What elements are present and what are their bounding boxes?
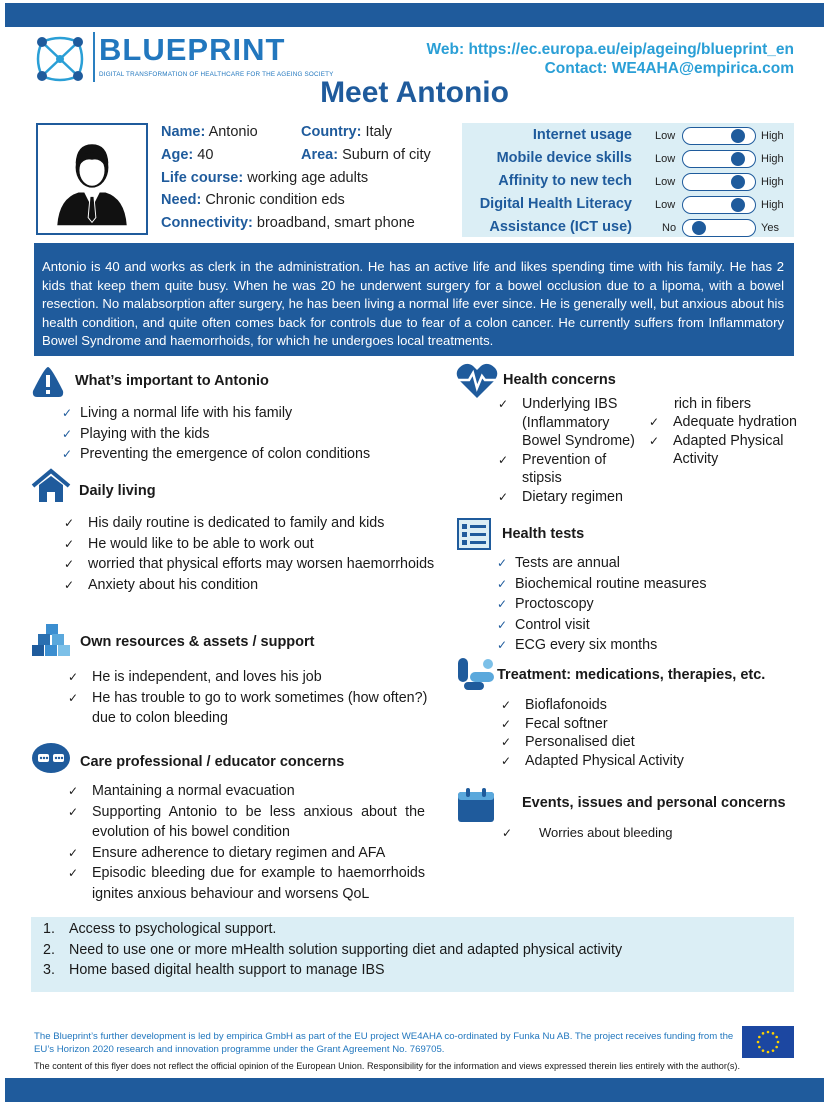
page-title: Meet Antonio (320, 76, 509, 109)
eu-star (762, 1049, 765, 1052)
concerns-list-col1 (498, 395, 648, 506)
concerns-list-col2 (649, 413, 799, 469)
contact-info (380, 40, 794, 78)
contact-email[interactable]: Contact: WE4AHA@empirica.com (544, 60, 794, 77)
eu-star (777, 1041, 780, 1044)
skill-slider[interactable] (682, 196, 756, 214)
profile-area: Area: Suburn of city (301, 147, 431, 163)
eu-flag-icon (742, 1026, 794, 1058)
profile-age: Age: 40 (161, 147, 214, 163)
daily-title: Daily living (79, 483, 156, 499)
list-item: ✓ He is independent, and loves his job (68, 667, 428, 688)
concerns-title: Health concerns (503, 372, 616, 388)
tests-list (497, 553, 797, 656)
web-link[interactable]: Web: https://ec.europa.eu/eip/ageing/blueprint_en (426, 41, 794, 58)
events-title: Events, issues and personal concerns (522, 795, 786, 811)
slider-knob[interactable] (731, 198, 745, 212)
skill-high-label: Yes (761, 222, 779, 234)
skill-low-label: Low (655, 130, 676, 142)
skill-label: Affinity to new tech (498, 173, 632, 189)
skill-low-label: Low (655, 176, 676, 188)
list-item: ✓ ECG every six months (497, 635, 797, 656)
avatar (36, 123, 148, 235)
skill-high-label: High (761, 153, 784, 165)
list-item: ✓ Prevention of stipsis (498, 451, 648, 488)
eu-star (775, 1036, 778, 1039)
list-item: ✓ Ensure adherence to dietary regimen and AFA (68, 843, 425, 864)
eu-star (758, 1036, 761, 1039)
skill-slider[interactable] (682, 150, 756, 168)
slider-knob[interactable] (731, 152, 745, 166)
list-item: ✓ Worries about bleeding (502, 823, 782, 844)
bottom-banner (5, 1078, 824, 1102)
skill-low-label: Low (655, 199, 676, 211)
list-item: 2. Need to use one or more mHealth solution supporting diet and adapted physical activity (43, 941, 623, 958)
list-item: ✓ Living a normal life with his family (62, 403, 422, 424)
profile-life-course: Life course: working age adults (161, 170, 369, 186)
skill-high-label: High (761, 199, 784, 211)
list-item: ✓ Dietary regimen (498, 488, 648, 507)
slider-knob[interactable] (731, 129, 745, 143)
list-item: ✓ Control visit (497, 615, 797, 636)
treatment-list (501, 696, 801, 770)
list-item: ✓ His daily routine is dedicated to family and kids (64, 513, 445, 534)
skill-low-label: Low (655, 153, 676, 165)
tests-title: Health tests (502, 526, 585, 542)
skill-label: Digital Health Literacy (479, 196, 632, 212)
list-item: ✓ Adequate hydration (649, 413, 799, 432)
needs-panel (31, 917, 794, 992)
slider-knob[interactable] (692, 221, 706, 235)
list-item: ✓ Bioflafonoids (501, 696, 801, 715)
logo-tagline: DIGITAL TRANSFORMATION OF HEALTHCARE FOR THE AGEING SOCIETY (99, 71, 334, 78)
important-title: What’s important to Antonio (75, 373, 269, 389)
house-icon (31, 468, 71, 504)
logo-wordmark: BLUEPRINT (99, 32, 286, 67)
skill-label: Mobile device skills (496, 150, 632, 166)
eu-star (757, 1041, 760, 1044)
skill-row (462, 195, 794, 217)
eu-star (775, 1046, 778, 1049)
list-item: 1. Access to psychological support. (43, 921, 277, 937)
list-item: ✓ Adapted Physical Activity (649, 432, 799, 469)
profile-connectivity: Connectivity: broadband, smart phone (161, 215, 415, 231)
list-item: ✓ Personalised diet (501, 733, 801, 752)
pills-icon (456, 656, 496, 692)
list-item: ✓ Preventing the emergence of colon conditions (62, 444, 422, 465)
logo-separator (93, 32, 95, 82)
skill-row (462, 172, 794, 194)
skill-row (462, 149, 794, 171)
treatment-title: Treatment: medications, therapies, etc. (497, 667, 766, 683)
chat-bubbles-icon (31, 742, 71, 776)
bio-text: Antonio is 40 and works as clerk in the administration. He has an active life and likes spending time with his family. He has 2 kids that keep them quite busy. When he was 20 he underwent surgery for a bowel occlusion due to a lipoma, with a bowel resection. No malabsorption after surgery, he has been living a normal life ever since. He is generally well, but anxious about his health condition, and quite often comes back for controls due to fear of a colon cancer. He currently suffers from Inflammatory Bowel Syndrome and haemorrhoids, for which he undergoes local treatments. (34, 243, 794, 356)
eu-star (762, 1032, 765, 1035)
list-item: ✓ Fecal softner (501, 715, 801, 734)
needs-list (43, 919, 622, 981)
skill-slider[interactable] (682, 173, 756, 191)
list-item: ✓ Tests are annual (497, 553, 797, 574)
heart-pulse-icon (455, 362, 499, 400)
calendar-icon (457, 787, 495, 823)
resources-title: Own resources & assets / support (80, 634, 315, 650)
skill-label: Internet usage (532, 127, 632, 143)
list-item: ✓ Episodic bleeding due for example to haemorrhoids ignites anxious behaviour and worsens QoL (68, 863, 425, 904)
person-avatar-icon (38, 125, 146, 233)
concerns-continuation: rich in fibers (674, 396, 752, 412)
cubes-icon (32, 622, 72, 658)
footer-funding: The Blueprint’s further development is led by empirica GmbH as part of the EU project WE4AHA co-ordinated by Funka Nu AB. The project receives funding from the EU’s Horizon 2020 research and innovation programme under the Grant Agreement No. 769705. (34, 1031, 734, 1055)
eu-star (767, 1031, 770, 1034)
list-item: ✓ Proctoscopy (497, 594, 797, 615)
list-item: ✓ Supporting Antonio to be less anxious about the evolution of his bowel condition (68, 802, 425, 843)
events-list (502, 823, 782, 844)
list-item: ✓ Adapted Physical Activity (501, 752, 801, 771)
daily-list (64, 513, 445, 595)
skill-slider[interactable] (682, 127, 756, 145)
list-item: ✓ worried that physical efforts may worsen haemorrhoids (64, 554, 445, 575)
important-list (62, 403, 422, 465)
skill-slider[interactable] (682, 219, 756, 237)
skill-low-label: No (662, 222, 677, 234)
list-item: ✓ Mantaining a normal evacuation (68, 781, 425, 802)
exclamation-icon (31, 365, 65, 399)
list-item: ✓ Underlying IBS (Inflammatory Bowel Syndrome) (498, 395, 648, 451)
eu-star (772, 1032, 775, 1035)
skill-high-label: High (761, 176, 784, 188)
profile-name: Name: Antonio (161, 124, 258, 140)
list-item: ✓ He has trouble to go to work sometimes (how often?) due to colon bleeding (68, 688, 428, 729)
skill-row (462, 126, 794, 148)
slider-knob[interactable] (731, 175, 745, 189)
care-list (68, 781, 425, 904)
list-item: ✓ Anxiety about his condition (64, 575, 445, 596)
list-item: ✓ He would like to be able to work out (64, 534, 445, 555)
list-item: 3. Home based digital health support to manage IBS (43, 962, 385, 978)
checklist-icon (457, 518, 491, 550)
eu-star (758, 1046, 761, 1049)
skill-row (462, 218, 794, 240)
profile-country: Country: Italy (301, 124, 393, 140)
resources-list (68, 667, 428, 729)
care-title: Care professional / educator concerns (80, 754, 345, 770)
skill-high-label: High (761, 130, 784, 142)
top-banner (5, 3, 824, 27)
skills-panel (462, 123, 794, 237)
footer-disclaimer: The content of this flyer does not reflect the official opinion of the European Union. Responsibility for the information and views expressed therein lies entirely with the author(s). (34, 1061, 740, 1071)
skill-label: Assistance (ICT use) (489, 219, 632, 235)
list-item: ✓ Playing with the kids (62, 424, 422, 445)
list-item: ✓ Biochemical routine measures (497, 574, 797, 595)
profile-need: Need: Chronic condition eds (161, 192, 345, 208)
eu-star (767, 1051, 770, 1054)
eu-star (772, 1049, 775, 1052)
